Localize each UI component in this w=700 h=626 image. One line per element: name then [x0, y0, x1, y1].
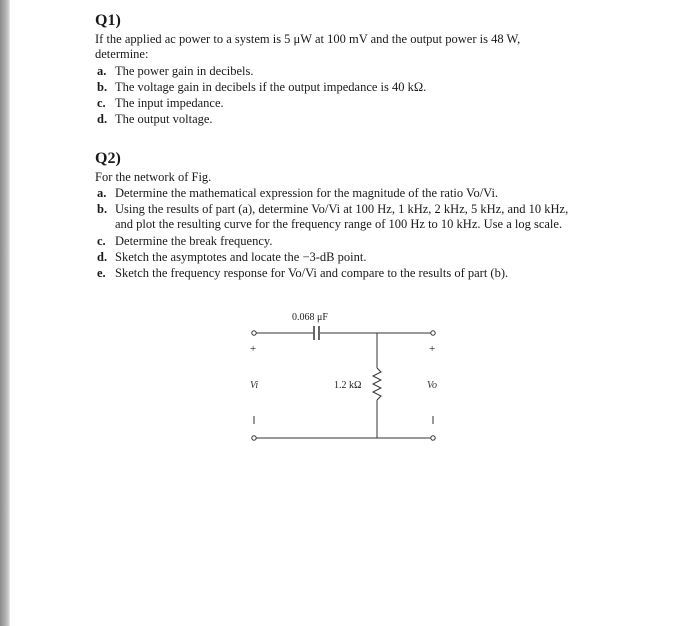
- item-marker: a.: [97, 186, 107, 200]
- item-text: Determine the mathematical expression for the magnitude of the ratio Vo/Vi.: [115, 186, 499, 200]
- item-marker: d.: [97, 112, 108, 126]
- q2-item-d: [97, 250, 657, 265]
- q1-intro-line2: determine:: [95, 47, 149, 61]
- q2-item-c: [97, 234, 657, 249]
- terminal-output-top: [431, 331, 435, 335]
- q1-intro-line1: If the applied ac power to a system is 5 μW at 100 mV and the output power is 48 W,: [95, 32, 521, 46]
- q1-item-c: [97, 96, 657, 111]
- capacitor-label: 0.068 μF: [292, 312, 328, 323]
- item-marker: d.: [97, 250, 108, 264]
- item-text: The power gain in decibels.: [115, 64, 254, 78]
- item-text: The input impedance.: [115, 96, 224, 110]
- item-marker: c.: [97, 234, 106, 248]
- item-text: Sketch the asymptotes and locate the −3-dB point.: [115, 250, 367, 264]
- item-text: Determine the break frequency.: [115, 234, 273, 248]
- q1-item-d: [97, 112, 657, 127]
- q2-item-a: [97, 186, 657, 201]
- q1-item-a: [97, 64, 657, 79]
- resistor-zigzag: [373, 368, 381, 400]
- item-text-continued: and plot the resulting curve for the frequency range of 100 Hz to 10 kHz. Use a log scale.: [115, 217, 563, 231]
- item-text: Using the results of part (a), determine Vo/Vi at 100 Hz, 1 kHz, 2 kHz, 5 kHz, and 10 kHz,: [115, 202, 569, 216]
- item-marker: c.: [97, 96, 106, 110]
- terminal-output-bottom: [431, 436, 435, 440]
- item-marker: a.: [97, 64, 107, 78]
- item-text: Sketch the frequency response for Vo/Vi and compare to the results of part (b).: [115, 266, 509, 280]
- item-text: The output voltage.: [115, 112, 213, 126]
- q1-heading: Q1): [95, 12, 121, 29]
- input-plus-sign: +: [250, 343, 257, 355]
- rc-circuit-diagram: [240, 300, 450, 450]
- q2-item-e: [97, 266, 657, 281]
- q1-item-b: [97, 80, 657, 95]
- q2-heading: Q2): [95, 150, 121, 167]
- output-plus-sign: +: [429, 343, 436, 355]
- resistor-label: 1.2 kΩ: [334, 380, 362, 391]
- q2-intro: For the network of Fig.: [95, 170, 212, 184]
- item-marker: e.: [97, 266, 106, 280]
- item-marker: b.: [97, 80, 108, 94]
- q2-item-b: [97, 202, 657, 232]
- item-text: The voltage gain in decibels if the output impedance is 40 kΩ.: [115, 80, 427, 94]
- terminal-input-top: [252, 331, 256, 335]
- output-voltage-label: Vo: [427, 380, 437, 391]
- terminal-input-bottom: [252, 436, 256, 440]
- input-voltage-label: Vi: [250, 380, 259, 391]
- item-marker: b.: [97, 202, 108, 216]
